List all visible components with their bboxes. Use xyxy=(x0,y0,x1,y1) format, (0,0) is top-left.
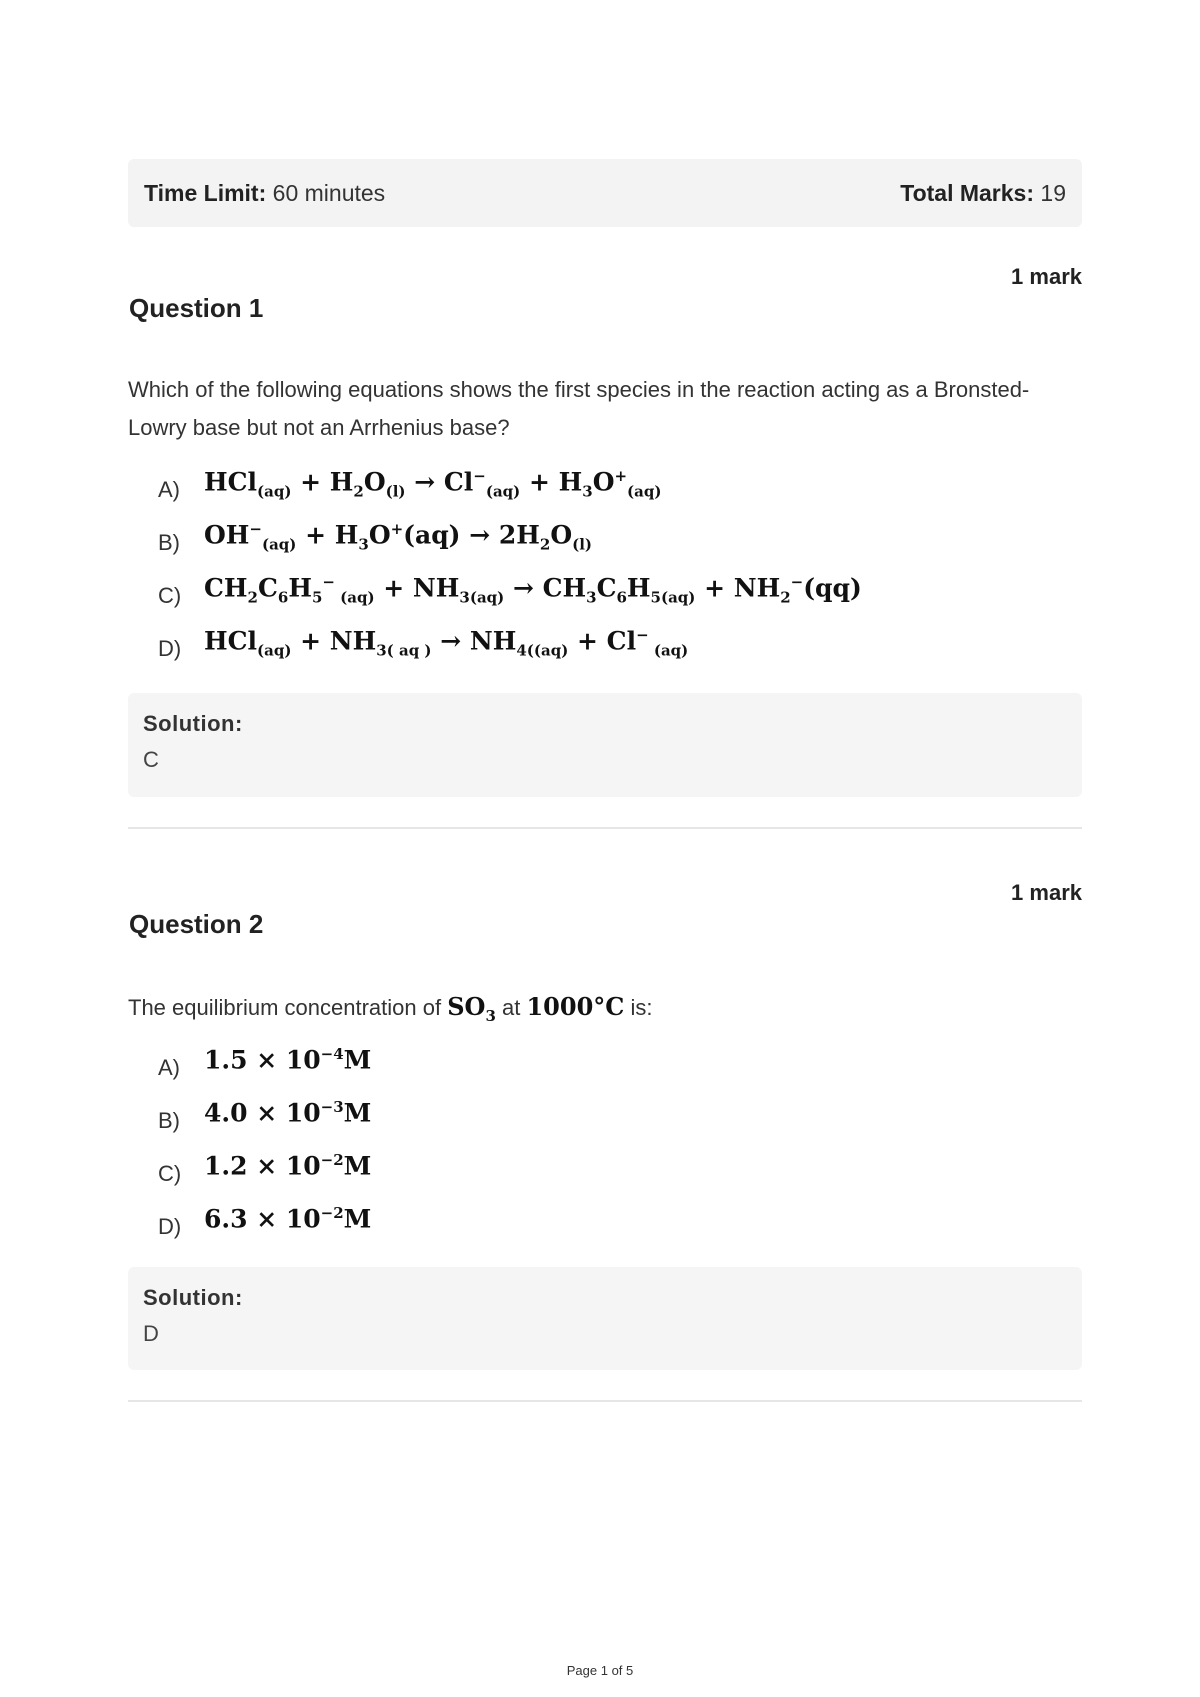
option-equation: $OH^-_{(aq)} + H_3O^+(aq) \to 2H_2O_{(l)}$ xyxy=(204,520,593,554)
option-letter: A) xyxy=(158,477,180,502)
question-divider xyxy=(128,1400,1082,1402)
option-letter: C) xyxy=(158,1161,182,1186)
question-1-title: Question 1 xyxy=(129,293,264,323)
question-2-marks: 1 mark xyxy=(1011,880,1082,905)
option-equation: $CH_2C_6H_5^-$ $_{(aq)} + NH_{3(aq)} \to CH_3C_6H_{5(aq)} + NH_2^-(qq)$ xyxy=(204,573,862,607)
question-2-solution xyxy=(128,1267,1082,1370)
option-equation: $HCl_{(aq)} + NH_{3( aq )} \to NH_{4((aq)} + Cl^-$ $_{(aq)}$ xyxy=(204,626,689,660)
question-2-text-before: The equilibrium concentration of xyxy=(128,995,442,1020)
option-letter: B) xyxy=(158,530,180,555)
question-2-text-after: is: xyxy=(630,995,653,1020)
option-letter: D) xyxy=(158,1214,182,1239)
time-limit xyxy=(144,180,385,207)
question-divider xyxy=(128,827,1082,829)
option-letter: C) xyxy=(158,583,182,608)
option-equation: $6.3 \times 10^{-2}M$ xyxy=(204,1204,372,1234)
question-1-marks: 1 mark xyxy=(1011,264,1082,289)
question-2-text xyxy=(128,988,1048,1035)
option-equation: $1.2 \times 10^{-2}M$ xyxy=(204,1151,372,1181)
total-marks-label: Total Marks: xyxy=(900,179,1035,206)
total-marks-value: 19 xyxy=(1040,179,1066,206)
question-1-text: Which of the following equations shows the first species in the reaction acting as a Bronsted-Lowry base but not an Arrhenius base? xyxy=(128,377,1030,440)
total-marks xyxy=(900,180,1066,207)
question-1-solution xyxy=(128,693,1082,797)
question-2-species: $SO_3$ xyxy=(447,992,496,1025)
option-letter: B) xyxy=(158,1108,180,1133)
solution-value: D xyxy=(143,1321,159,1346)
question-2-text-mid: at xyxy=(502,995,521,1020)
page-number: Page 1 of 5 xyxy=(566,1663,634,1678)
option-letter: A) xyxy=(158,1055,180,1080)
question-2-title: Question 2 xyxy=(129,909,264,939)
option-letter: D) xyxy=(158,636,182,661)
solution-label: Solution: xyxy=(143,711,243,736)
question-2-temperature: 1000°C xyxy=(526,992,625,1021)
option-equation: $1.5 \times 10^{-4}M$ xyxy=(204,1045,372,1075)
time-limit-value: 60 minutes xyxy=(272,179,386,206)
exam-info-box xyxy=(128,159,1082,227)
option-equation: $HCl_{(aq)} + H_2O_{(l)} \to Cl^-_{(aq)} + H_3O^+_{(aq)}$ xyxy=(204,467,662,501)
option-equation: $4.0 \times 10^{-3}M$ xyxy=(204,1098,372,1128)
solution-label: Solution: xyxy=(143,1285,243,1310)
solution-value: C xyxy=(143,747,159,772)
time-limit-label: Time Limit: xyxy=(144,179,267,206)
